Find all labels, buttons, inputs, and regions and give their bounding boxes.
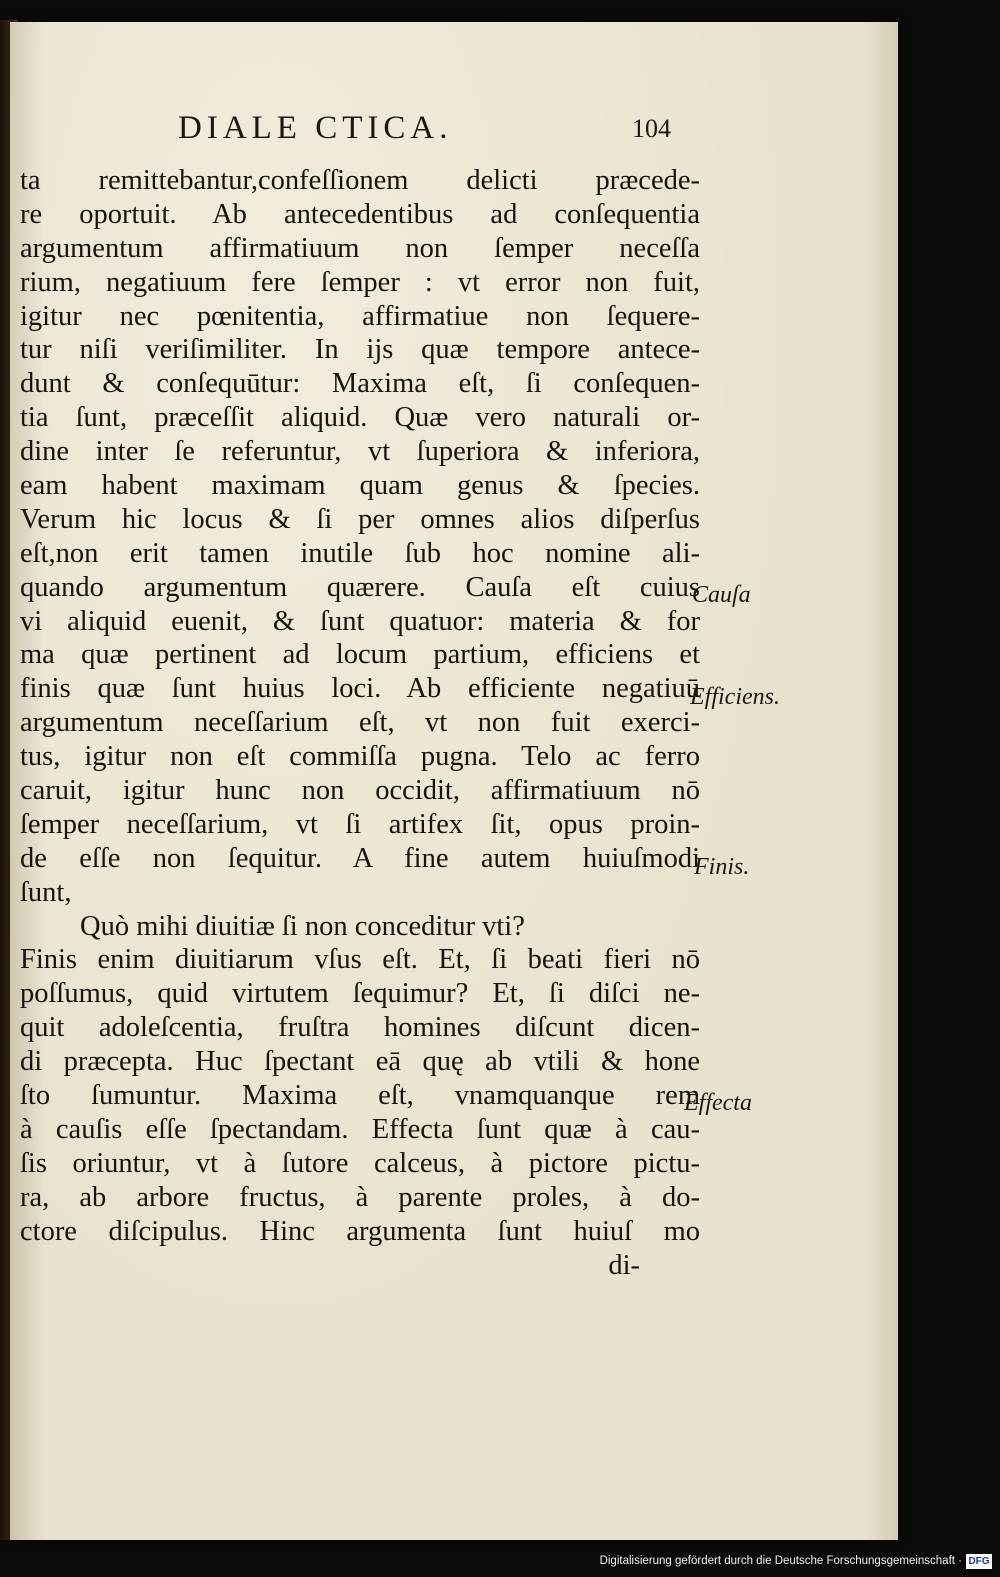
margin-note-causa: Cauſa [692, 582, 751, 608]
text-line: argumentum affirmatiuum non ſemper neceſſa [20, 232, 700, 264]
text-line: tia ſunt, præceſſit aliquid. Quæ vero naturali or- [20, 402, 700, 434]
text-line: à cauſis eſſe ſpectandam. Effecta ſunt quæ à cau- [20, 1113, 700, 1145]
text-line: ſto ſumuntur. Maxima eſt, vnamquanque rem [20, 1080, 700, 1112]
text-line: eam habent maximam quam genus & ſpecies. [20, 470, 700, 502]
text-line: vi aliquid euenit, & ſunt quatuor: materia & for [20, 605, 700, 637]
text-line: dunt & conſequūtur: Maxima eſt, ſi conſequen- [20, 368, 700, 400]
page-header [10, 110, 898, 156]
running-title: DIALE CTICA. [178, 110, 453, 146]
text-line: rium, negatiuum fere ſemper : vt error non fuit, [20, 266, 700, 298]
text-line: dine inter ſe referuntur, vt ſuperiora & inferiora, [20, 436, 700, 468]
text-line: ra, ab arbore fructus, à parente proles, à do- [20, 1181, 700, 1213]
text-line: igitur nec pœnitentia, affirmatiue non ſequere- [20, 300, 700, 332]
dfg-logo: DFG [966, 1554, 992, 1569]
text-line: re oportuit. Ab antecedentibus ad conſequentia [20, 198, 700, 230]
funding-notice: Digitalisierung gefördert durch die Deutsche Forschungsgemeinschaft · [599, 1555, 962, 1567]
text-line: quando argumentum quærere. Cauſa eſt cuius [20, 571, 700, 603]
text-line: ta remittebantur,confeſſionem delicti præcede- [20, 165, 700, 196]
text-line: ſunt, [20, 876, 72, 908]
text-line: poſſumus, quid virtutem ſequimur? Et, ſi diſci ne- [20, 978, 700, 1010]
book-page [10, 22, 898, 1540]
catchword: di- [608, 1249, 640, 1281]
page-number: 104 [632, 114, 671, 143]
text-line: di præcepta. Huc ſpectant eā quę ab vtili & hone [20, 1046, 700, 1078]
text-line: finis quæ ſunt huius loci. Ab efficiente negatiuū [20, 673, 700, 705]
text-line: Finis enim diuitiarum vſus eſt. Et, ſi beati fieri nō [20, 944, 700, 976]
text-line: ſis oriuntur, vt à ſutore calceus, à pictore pictu- [20, 1147, 700, 1179]
text-line: ma quæ pertinent ad locum partium, efficiens et [20, 639, 700, 671]
text-line: tus, igitur non eſt commiſſa pugna. Telo ac ferro [20, 741, 700, 773]
text-line: tur niſi veriſimiliter. In ijs quæ tempore antece- [20, 334, 700, 366]
text-line: argumentum neceſſarium eſt, vt non fuit exerci- [20, 707, 700, 739]
text-line: caruit, igitur hunc non occidit, affirmatiuum nō [20, 775, 700, 807]
footer-bar [0, 1548, 1000, 1577]
text-line: ſemper neceſſarium, vt ſi artifex ſit, opus proin- [20, 808, 700, 840]
margin-note-efficiens: Efficiens. [690, 684, 780, 710]
verse-quotation: Quò mihi diuitiæ ſi non conceditur vti? [80, 910, 525, 942]
body-text [20, 164, 700, 1282]
text-line: quit adoleſcentia, fruſtra homines diſcunt dicen- [20, 1012, 700, 1044]
text-line: Verum hic locus & ſi per omnes alios diſperſus [20, 503, 700, 535]
margin-note-finis: Finis. [694, 854, 750, 880]
margin-note-effecta: Effecta [684, 1090, 752, 1116]
text-line: ctore diſcipulus. Hinc argumenta ſunt huiuſ mo [20, 1215, 700, 1247]
text-line: eſt,non erit tamen inutile ſub hoc nomine ali- [20, 537, 700, 569]
text-line: de eſſe non ſequitur. A fine autem huiuſmodi [20, 842, 700, 874]
